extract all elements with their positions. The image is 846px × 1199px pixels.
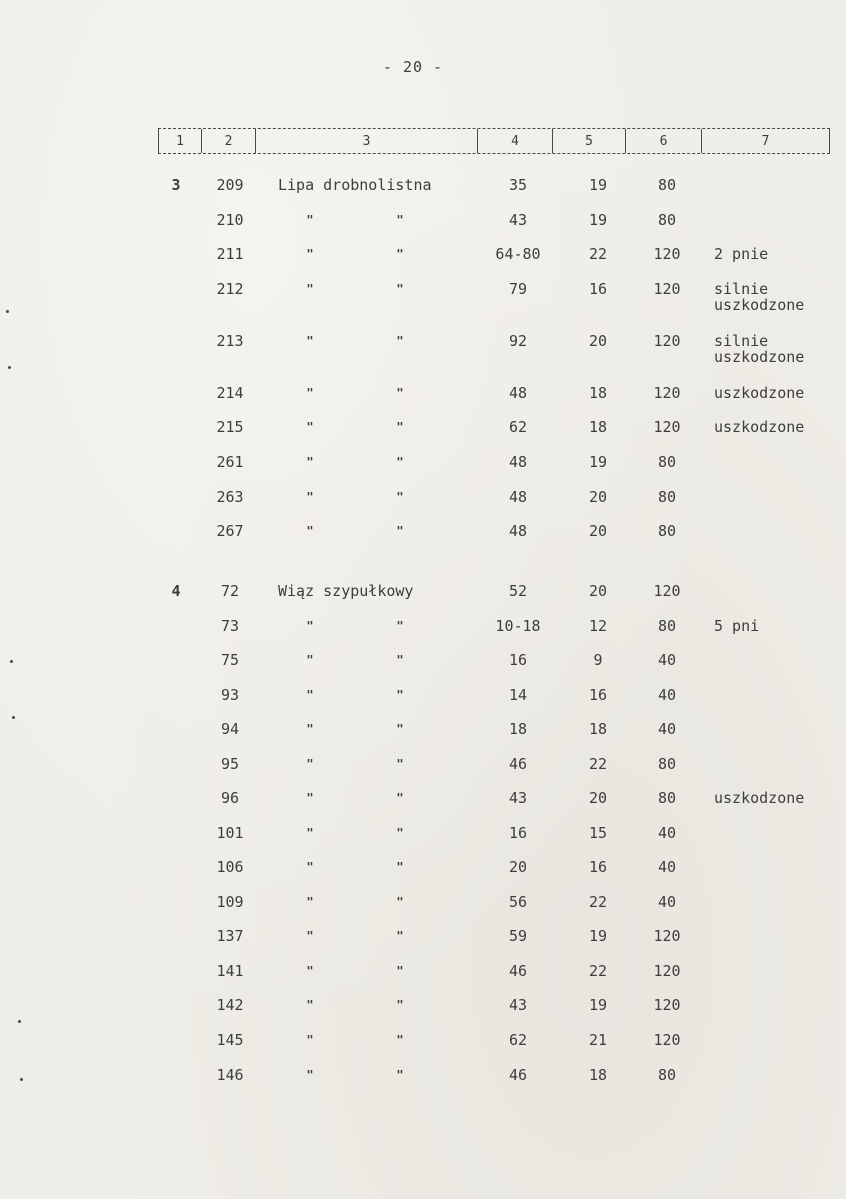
ditto-mark: "	[306, 722, 314, 736]
ditto-mark: "	[306, 455, 314, 469]
ditto-mark: "	[396, 757, 404, 771]
ditto-mark: "	[396, 860, 404, 874]
tree-number: 210	[216, 211, 244, 229]
col6-value: 40	[657, 824, 677, 842]
tree-number: 94	[220, 720, 240, 738]
ditto-mark: "	[396, 282, 404, 296]
col6-value: 120	[653, 280, 681, 298]
header-col-7: 7	[761, 134, 770, 149]
ditto-mark: "	[396, 455, 404, 469]
col6-value: 80	[657, 617, 677, 635]
species-name: Lipa drobnolistna	[278, 176, 432, 194]
col4-value: 79	[508, 280, 528, 298]
tree-number: 215	[216, 418, 244, 436]
group-number: 3	[171, 176, 181, 194]
col5-value: 22	[588, 755, 608, 773]
margin-mark	[10, 660, 13, 663]
col6-value: 40	[657, 893, 677, 911]
col4-value: 56	[508, 893, 528, 911]
remarks: 2 pnie	[714, 245, 769, 263]
tree-number: 141	[216, 962, 244, 980]
col5-value: 22	[588, 893, 608, 911]
ditto-mark: "	[306, 619, 314, 633]
ditto-mark: "	[396, 826, 404, 840]
page-number: - 20 -	[382, 58, 444, 76]
col5-value: 20	[588, 582, 608, 600]
col4-value: 14	[508, 686, 528, 704]
ditto-mark: "	[396, 1033, 404, 1047]
ditto-mark: "	[396, 929, 404, 943]
margin-mark	[12, 716, 15, 719]
col4-value: 20	[508, 858, 528, 876]
margin-mark	[8, 366, 11, 369]
col5-value: 19	[588, 176, 608, 194]
col5-value: 16	[588, 858, 608, 876]
ditto-mark: "	[396, 791, 404, 805]
col5-value: 12	[588, 617, 608, 635]
header-col-6: 6	[626, 129, 702, 153]
ditto-mark: "	[396, 386, 404, 400]
remarks: uszkodzone	[714, 384, 805, 402]
remarks: uszkodzone	[714, 418, 805, 436]
remarks: 5 pni	[714, 617, 760, 635]
col5-value: 20	[588, 488, 608, 506]
ditto-mark: "	[396, 247, 404, 261]
col4-value: 10-18	[495, 617, 541, 635]
ditto-mark: "	[306, 213, 314, 227]
ditto-mark: "	[306, 688, 314, 702]
col4-value: 48	[508, 522, 528, 540]
margin-mark	[6, 310, 9, 313]
col4-value: 16	[508, 651, 528, 669]
ditto-mark: "	[306, 420, 314, 434]
ditto-mark: "	[306, 282, 314, 296]
col6-value: 120	[653, 927, 681, 945]
ditto-mark: "	[396, 1068, 404, 1082]
col6-value: 80	[657, 488, 677, 506]
col6-value: 120	[653, 1031, 681, 1049]
header-col-1: 1	[159, 129, 202, 153]
col5-value: 9	[593, 651, 603, 669]
tree-number: 211	[216, 245, 244, 263]
ditto-mark: "	[306, 334, 314, 348]
col5-value: 21	[588, 1031, 608, 1049]
col5-value: 18	[588, 1066, 608, 1084]
tree-number: 106	[216, 858, 244, 876]
tree-number: 73	[220, 617, 240, 635]
group-number: 4	[171, 582, 181, 600]
ditto-mark: "	[396, 524, 404, 538]
col4-value: 43	[508, 996, 528, 1014]
header-col-2: 2	[202, 129, 256, 153]
remarks: silnie uszkodzone	[714, 332, 805, 366]
col4-value: 48	[508, 384, 528, 402]
col4-value: 18	[508, 720, 528, 738]
table-header	[158, 128, 830, 154]
col4-value: 16	[508, 824, 528, 842]
ditto-mark: "	[306, 247, 314, 261]
col4-value: 62	[508, 1031, 528, 1049]
col6-value: 40	[657, 858, 677, 876]
col5-value: 18	[588, 720, 608, 738]
col4-value: 52	[508, 582, 528, 600]
tree-number: 109	[216, 893, 244, 911]
col6-value: 80	[657, 211, 677, 229]
col6-value: 120	[653, 332, 681, 350]
tree-number: 209	[216, 176, 244, 194]
species-name: Wiąz szypułkowy	[278, 582, 414, 600]
col6-value: 40	[657, 686, 677, 704]
ditto-mark: "	[396, 964, 404, 978]
col4-value: 46	[508, 1066, 528, 1084]
col4-value: 62	[508, 418, 528, 436]
tree-number: 137	[216, 927, 244, 945]
ditto-mark: "	[306, 524, 314, 538]
col6-value: 40	[657, 651, 677, 669]
col6-value: 120	[653, 245, 681, 263]
tree-number: 101	[216, 824, 244, 842]
tree-number: 212	[216, 280, 244, 298]
remarks: uszkodzone	[714, 789, 805, 807]
col5-value: 19	[588, 453, 608, 471]
col5-value: 22	[588, 962, 608, 980]
header-col-3: 3	[256, 129, 478, 153]
tree-number: 75	[220, 651, 240, 669]
header-col-4: 4	[478, 129, 553, 153]
col5-value: 19	[588, 927, 608, 945]
col5-value: 20	[588, 789, 608, 807]
tree-number: 96	[220, 789, 240, 807]
col6-value: 80	[657, 176, 677, 194]
col4-value: 43	[508, 789, 528, 807]
col6-value: 80	[657, 789, 677, 807]
remarks: silnie uszkodzone	[714, 280, 805, 314]
ditto-mark: "	[396, 688, 404, 702]
ditto-mark: "	[396, 490, 404, 504]
tree-number: 213	[216, 332, 244, 350]
ditto-mark: "	[306, 964, 314, 978]
col4-value: 46	[508, 962, 528, 980]
col6-value: 120	[653, 996, 681, 1014]
col4-value: 46	[508, 755, 528, 773]
ditto-mark: "	[306, 929, 314, 943]
tree-number: 93	[220, 686, 240, 704]
ditto-mark: "	[306, 998, 314, 1012]
col4-value: 92	[508, 332, 528, 350]
col4-value: 64-80	[495, 245, 541, 263]
col6-value: 80	[657, 453, 677, 471]
tree-number: 263	[216, 488, 244, 506]
col6-value: 80	[657, 1066, 677, 1084]
col4-value: 59	[508, 927, 528, 945]
ditto-mark: "	[396, 420, 404, 434]
col5-value: 20	[588, 332, 608, 350]
ditto-mark: "	[396, 213, 404, 227]
col5-value: 18	[588, 384, 608, 402]
col4-value: 43	[508, 211, 528, 229]
ditto-mark: "	[306, 490, 314, 504]
ditto-mark: "	[306, 1068, 314, 1082]
ditto-mark: "	[306, 860, 314, 874]
ditto-mark: "	[306, 826, 314, 840]
header-col-5: 5	[553, 129, 626, 153]
tree-number: 214	[216, 384, 244, 402]
col4-value: 35	[508, 176, 528, 194]
col5-value: 19	[588, 996, 608, 1014]
ditto-mark: "	[306, 386, 314, 400]
margin-mark	[18, 1020, 21, 1023]
col6-value: 120	[653, 582, 681, 600]
margin-mark	[20, 1078, 23, 1081]
ditto-mark: "	[306, 757, 314, 771]
tree-number: 142	[216, 996, 244, 1014]
ditto-mark: "	[306, 1033, 314, 1047]
tree-number: 145	[216, 1031, 244, 1049]
col5-value: 15	[588, 824, 608, 842]
col4-value: 48	[508, 488, 528, 506]
tree-number: 72	[220, 582, 240, 600]
ditto-mark: "	[396, 998, 404, 1012]
col5-value: 16	[588, 280, 608, 298]
ditto-mark: "	[396, 895, 404, 909]
col6-value: 120	[653, 418, 681, 436]
col6-value: 80	[657, 755, 677, 773]
col5-value: 18	[588, 418, 608, 436]
ditto-mark: "	[396, 722, 404, 736]
col6-value: 40	[657, 720, 677, 738]
ditto-mark: "	[396, 619, 404, 633]
tree-number: 267	[216, 522, 244, 540]
ditto-mark: "	[396, 334, 404, 348]
col4-value: 48	[508, 453, 528, 471]
col5-value: 19	[588, 211, 608, 229]
col6-value: 80	[657, 522, 677, 540]
tree-number: 95	[220, 755, 240, 773]
ditto-mark: "	[396, 653, 404, 667]
ditto-mark: "	[306, 895, 314, 909]
tree-number: 261	[216, 453, 244, 471]
col5-value: 22	[588, 245, 608, 263]
col5-value: 20	[588, 522, 608, 540]
tree-number: 146	[216, 1066, 244, 1084]
col6-value: 120	[653, 962, 681, 980]
ditto-mark: "	[306, 791, 314, 805]
col5-value: 16	[588, 686, 608, 704]
col6-value: 120	[653, 384, 681, 402]
ditto-mark: "	[306, 653, 314, 667]
